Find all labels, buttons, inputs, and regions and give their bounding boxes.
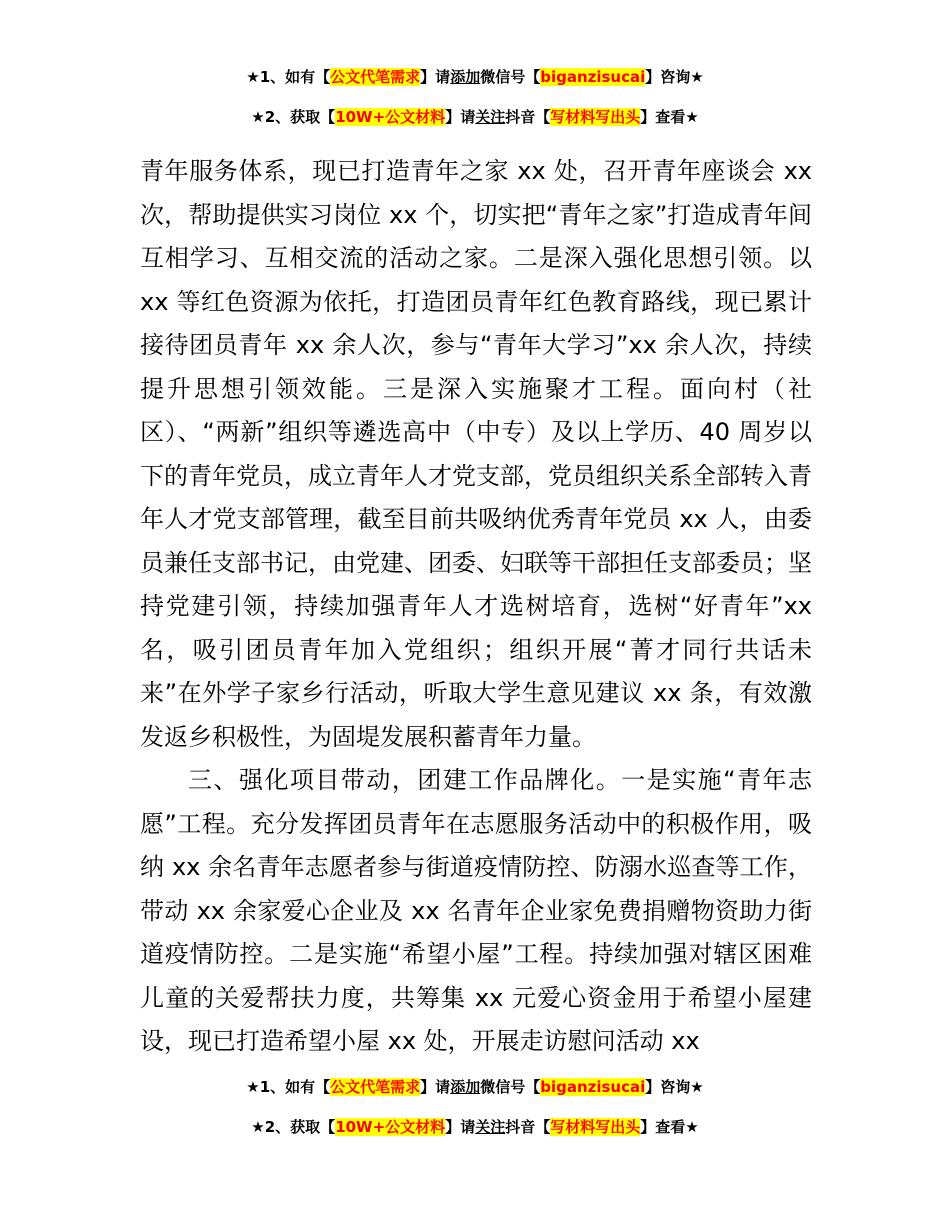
promo-suffix: 】查看★ (640, 108, 699, 126)
document-body (140, 150, 812, 1064)
promo-underlined-text: 添加 (450, 68, 481, 86)
promo-text: 微信号【 (480, 1078, 541, 1096)
promo-text: 微信号【 (480, 68, 541, 86)
promo-highlight-materials: 10W+公文材料 (335, 108, 446, 126)
promo-highlight-service: 公文代笔需求 (330, 1078, 421, 1096)
footer-promo-line-1 (0, 1077, 950, 1097)
promo-suffix: 】咨询★ (645, 1078, 704, 1096)
promo-highlight-douyin-id: 写材料写出头 (550, 108, 641, 126)
promo-text: 】请 (445, 1118, 476, 1136)
header-promo-line-2 (0, 107, 950, 127)
promo-text: 】请 (445, 108, 476, 126)
promo-text: 抖音【 (505, 1118, 551, 1136)
promo-highlight-service: 公文代笔需求 (330, 68, 421, 86)
promo-text: 抖音【 (505, 108, 551, 126)
promo-text: 】请 (420, 1078, 451, 1096)
promo-prefix: ★1、如有【 (246, 68, 331, 86)
promo-highlight-wechat-id: biganzisucai (540, 1078, 646, 1096)
promo-prefix: ★1、如有【 (246, 1078, 331, 1096)
promo-highlight-wechat-id: biganzisucai (540, 68, 646, 86)
promo-prefix: ★2、获取【 (251, 108, 336, 126)
promo-prefix: ★2、获取【 (251, 1118, 336, 1136)
promo-underlined-text: 关注 (475, 108, 506, 126)
promo-highlight-douyin-id: 写材料写出头 (550, 1118, 641, 1136)
promo-underlined-text: 关注 (475, 1118, 506, 1136)
promo-suffix: 】咨询★ (645, 68, 704, 86)
promo-suffix: 】查看★ (640, 1118, 699, 1136)
promo-underlined-text: 添加 (450, 1078, 481, 1096)
body-paragraph: 青年服务体系，现已打造青年之家 xx 处，召开青年座谈会 xx 次，帮助提供实习岗位 xx 个，切实把“青年之家”打造成青年间互相学习、互相交流的活动之家。二是深入强化思想引领。以 xx 等红色资源为依托，打造团员青年红色教育路线，现已累计接待团员青年 xx 余人次，参与“青年大学习”xx 余人次，持续提升思想引领效能。三是深入实施聚才工程。面向村（社区）、“两新”组织等遴选高中（中专）及以上学历、40 周岁以下的青年党员，成立青年人才党支部，党员组织关系全部转入青年人才党支部管理，截至目前共吸纳优秀青年党员 xx 人，由委员兼任支部书记，由党建、团委、妇联等干部担任支部委员；坚持党建引领，持续加强青年人才选树培育，选树“好青年”xx 名，吸引团员青年加入党组织；组织开展“菁才同行共话未来”在外学子家乡行活动，听取大学生意见建议 xx 条，有效激发返乡积极性，为固堤发展积蓄青年力量。 (140, 157, 812, 751)
promo-highlight-materials: 10W+公文材料 (335, 1118, 446, 1136)
promo-text: 】请 (420, 68, 451, 86)
footer-promo-line-2 (0, 1117, 950, 1137)
body-paragraph-section-three: 三、强化项目带动，团建工作品牌化。一是实施“青年志愿”工程。充分发挥团员青年在志愿服务活动中的积极作用，吸纳 xx 余名青年志愿者参与街道疫情防控、防溺水巡查等工作，带动 xx 余家爱心企业及 xx 名青年企业家免费捐赠物资助力街道疫情防控。二是实施“希望小屋”工程。持续加强对辖区困难儿童的关爱帮扶力度，共筹集 xx 元爱心资金用于希望小屋建设，现已打造希望小屋 xx 处，开展走访慰问活动 xx (140, 766, 812, 1055)
header-promo-line-1 (0, 67, 950, 87)
